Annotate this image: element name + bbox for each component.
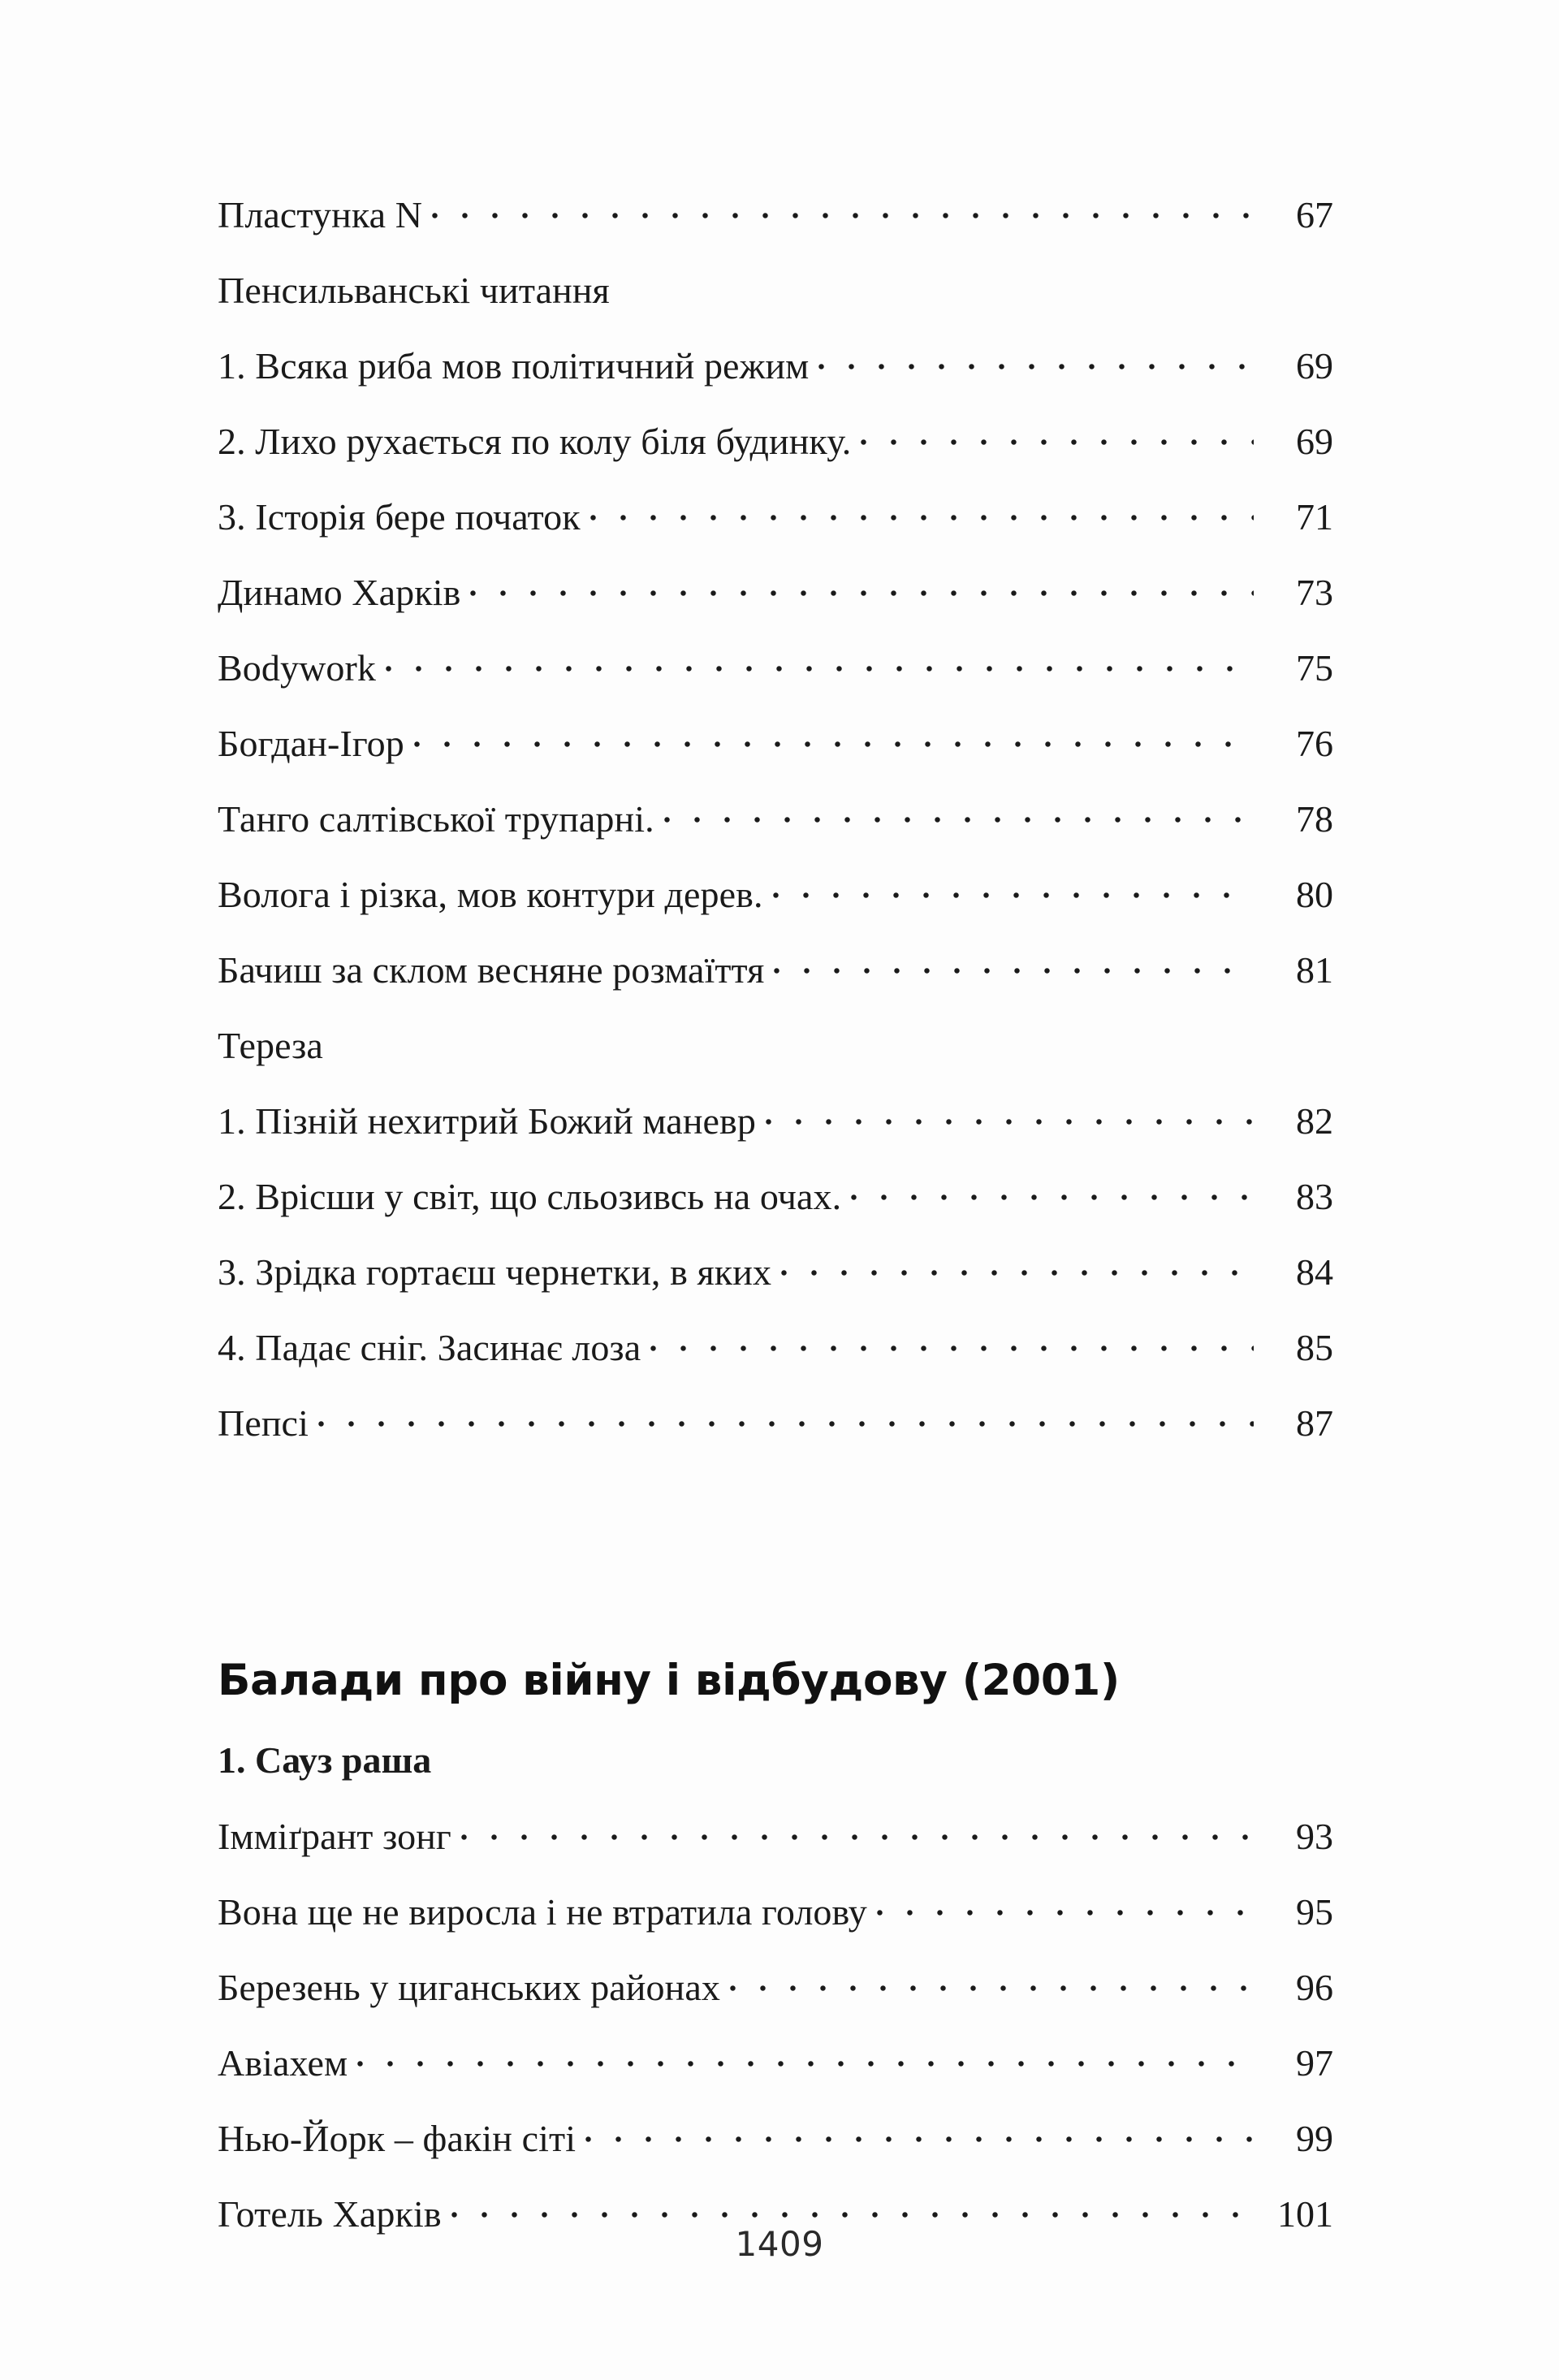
toc-entry-title: Імміґрант зонг	[218, 1816, 451, 1857]
toc-entry[interactable]	[218, 706, 1333, 781]
toc-entry-page-number: 71	[1296, 496, 1333, 538]
toc-entry-title: Богдан-Ігор	[218, 723, 404, 764]
dot-leader	[590, 492, 1254, 529]
toc-entry[interactable]	[218, 1950, 1333, 2025]
dot-leader	[432, 190, 1254, 227]
toc-entry-title: Волога і різка, мов контури дерев.	[218, 874, 763, 915]
toc-entry-page-number: 95	[1296, 1891, 1333, 1933]
dot-leader	[730, 1963, 1254, 2000]
dot-leader	[620, 266, 1254, 303]
dot-leader	[781, 1247, 1254, 1285]
toc-entry-title: 2. Врісши у світ, що сльозивсь на очах.	[218, 1176, 842, 1217]
toc-entry-page-number: 67	[1296, 194, 1333, 235]
toc-entry[interactable]	[218, 932, 1333, 1008]
toc-entry[interactable]	[218, 1799, 1333, 1874]
toc-entry-title: 1. Всяка риба мов політичний режим	[218, 345, 810, 387]
dot-leader	[664, 794, 1254, 831]
dot-leader	[877, 1887, 1254, 1924]
toc-entry-list-second	[218, 1799, 1333, 2252]
dot-leader	[773, 870, 1254, 907]
toc-entry[interactable]	[218, 555, 1333, 630]
toc-entry-page-number: 101	[1277, 2193, 1333, 2235]
toc-entry-page-number: 69	[1296, 421, 1333, 462]
toc-entry[interactable]	[218, 177, 1333, 253]
dot-leader	[851, 1172, 1254, 1209]
toc-entry-page-number: 93	[1296, 1816, 1333, 1857]
toc-entry-title: 2. Лихо рухається по колу біля будинку.	[218, 421, 852, 462]
table-of-contents	[218, 177, 1333, 2252]
toc-entry-title: Динамо Харків	[218, 572, 461, 613]
toc-entry[interactable]	[218, 1159, 1333, 1234]
dot-leader	[650, 1323, 1254, 1360]
toc-entry[interactable]	[218, 1234, 1333, 1310]
toc-entry-page-number: 75	[1296, 647, 1333, 689]
toc-entry[interactable]	[218, 857, 1333, 932]
toc-entry[interactable]	[218, 1310, 1333, 1385]
toc-entry-title: Нью-Йорк – факін сіті	[218, 2118, 577, 2159]
toc-entry-title: Авіахем	[218, 2042, 348, 2084]
toc-entry-page-number: 76	[1296, 723, 1333, 764]
toc-entry-page-number: 96	[1296, 1967, 1333, 2008]
toc-entry-page-number: 69	[1296, 345, 1333, 387]
toc-entry-page-number: 99	[1296, 2118, 1333, 2159]
toc-entry[interactable]	[218, 479, 1333, 555]
dot-leader	[585, 2114, 1254, 2151]
toc-entry[interactable]	[218, 2025, 1333, 2101]
dot-leader	[451, 2189, 1254, 2227]
dot-leader	[774, 945, 1254, 983]
toc-entry-title: Пепсі	[218, 1402, 309, 1444]
toc-entry-title: 1. Пізній нехитрий Божий маневр	[218, 1100, 756, 1142]
dot-leader	[414, 719, 1254, 756]
toc-entry-title: 3. Історія бере початок	[218, 496, 581, 538]
dot-leader	[333, 1021, 1254, 1058]
dot-leader	[318, 1398, 1254, 1436]
toc-entry-page-number: 84	[1296, 1251, 1333, 1293]
dot-leader	[818, 341, 1254, 378]
toc-entry-title: Березень у циганських районах	[218, 1967, 720, 2008]
toc-entry-title: Танго салтівської трупарні.	[218, 798, 654, 840]
toc-entry-title: Готель Харків	[218, 2193, 442, 2235]
toc-entry-page-number: 83	[1296, 1176, 1333, 1217]
toc-entry[interactable]	[218, 404, 1333, 479]
toc-entry-page-number: 82	[1296, 1100, 1333, 1142]
dot-leader	[861, 417, 1254, 454]
toc-entry[interactable]	[218, 2101, 1333, 2176]
toc-entry-title: Тереза	[218, 1025, 323, 1066]
section-spacer	[218, 1461, 1333, 1649]
toc-entry[interactable]	[218, 328, 1333, 404]
toc-entry-page-number: 85	[1296, 1327, 1333, 1368]
dot-leader	[386, 643, 1254, 680]
toc-group-caption	[218, 253, 1333, 328]
toc-entry-page-number: 97	[1296, 2042, 1333, 2084]
toc-entry-title: 3. Зрідка гортаєш чернетки, в яких	[218, 1251, 772, 1293]
dot-leader	[766, 1096, 1254, 1134]
toc-entry[interactable]	[218, 630, 1333, 706]
toc-entry-title: Пластунка N	[218, 194, 423, 235]
toc-entry[interactable]	[218, 1083, 1333, 1159]
section-heading: Балади про війну і відбудову (2001)	[218, 1656, 1120, 1705]
toc-entry-page-number: 87	[1296, 1402, 1333, 1444]
toc-entry-title: Пенсильванські читання	[218, 270, 610, 311]
toc-entry[interactable]	[218, 1385, 1333, 1461]
toc-entry-page-number: 80	[1296, 874, 1333, 915]
subsection-heading: 1. Сауз раша	[218, 1739, 432, 1781]
toc-entry-page-number: 73	[1296, 572, 1333, 613]
toc-entry-page-number: 81	[1296, 949, 1333, 991]
toc-entry-list-first	[218, 177, 1333, 1461]
toc-entry-title: Вона ще не виросла і не втратила голову	[218, 1891, 867, 1933]
dot-leader	[461, 1812, 1254, 1849]
toc-entry[interactable]	[218, 1874, 1333, 1950]
dot-leader	[357, 2038, 1254, 2075]
toc-entry[interactable]	[218, 781, 1333, 857]
toc-group-caption	[218, 1008, 1333, 1083]
toc-entry-page-number: 78	[1296, 798, 1333, 840]
page-folio: 1409	[735, 2224, 824, 2264]
dot-leader	[470, 568, 1254, 605]
toc-entry-title: Бачиш за склом весняне розмаїття	[218, 949, 765, 991]
toc-entry-title: Bodywork	[218, 647, 377, 689]
toc-entry-title: 4. Падає сніг. Засинає лоза	[218, 1327, 641, 1368]
